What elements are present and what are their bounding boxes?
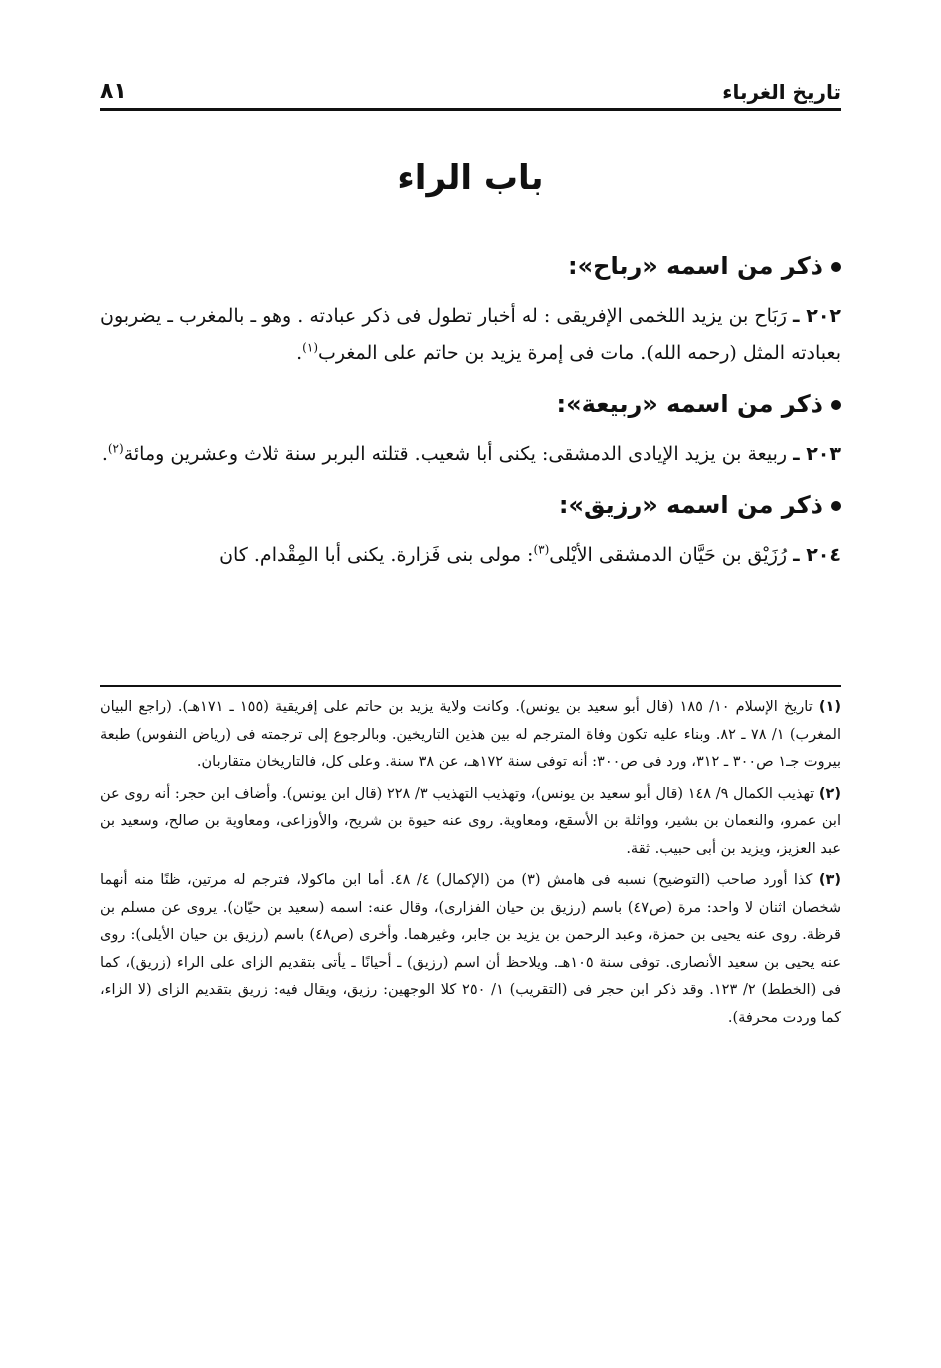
section-heading — [100, 487, 841, 523]
footnote-number: (٣) — [818, 872, 842, 888]
footnote-text: تاريخ الإسلام ١٠/ ١٨٥ (قال أبو سعيد بن يونس). وكانت ولاية يزيد بن حاتم على إفريقية (١٥٥ ـ ١٧١هـ). (راجع البيان المغرب) ١/ ٧٨ ـ ٨٢. وبناء عليه تكون وفاة المترجم له بين هذين التاريخين. وبالرجوع إلى ترجمته فى (رياض النفوس) طبعة بيروت جـ١ ص٣٠٠ ـ ٣١٢، ورد فى ص٣٠٠: أنه توفى سنة ١٧٢هـ، عن ٣٨ سنة. وعلى كل، فالتاريخان متقاربان. — [100, 699, 841, 770]
entry-number: ٢٠٣ ـ — [793, 443, 841, 465]
footnote-number: (٢) — [818, 785, 841, 802]
entry-text: رَبَاح بن يزيد اللخمى الإفريقى : له أخبار تطول فى ذكر عبادته . وهو ـ بالمغرب ـ يضربون بعبادته المثل (رحمه الله). مات فى إمرة يزيد بن حاتم على المغرب — [100, 305, 841, 364]
footnotes — [100, 694, 841, 1036]
footnote-number: (١) — [818, 699, 841, 715]
entry-text: ربيعة بن يزيد الإيادى الدمشقى: يكنى أبا شعيب. قتلته البربر سنة ثلاث وعشرين ومائة — [123, 443, 788, 465]
section-ruzayq — [100, 487, 841, 574]
section-heading — [100, 248, 841, 284]
footnote-1 — [100, 694, 841, 777]
entry-number: ٢٠٤ ـ — [793, 544, 841, 566]
book-title: تاريخ الغرباء — [722, 80, 841, 104]
entry-tail: : مولى بنى فَزارة. يكنى أبا المِقْدام. كان — [219, 544, 534, 566]
entry-204 — [100, 537, 841, 574]
main-text — [100, 248, 841, 588]
bullet-icon — [831, 501, 841, 511]
footnote-divider — [100, 685, 841, 687]
entry-number: ٢٠٢ ـ — [793, 305, 842, 327]
bullet-icon — [831, 400, 841, 410]
section-heading-label: ذكر من اسمه «رباح»: — [568, 252, 823, 280]
section-heading-label: ذكر من اسمه «رزيق»: — [558, 491, 823, 519]
running-header — [100, 64, 841, 111]
section-rabia — [100, 386, 841, 473]
chapter-title: باب الراء — [397, 158, 544, 198]
footnote-3 — [100, 867, 841, 1032]
section-rabah — [100, 248, 841, 372]
footnote-marker: (١) — [302, 340, 318, 355]
entry-text: رُزَيْق بن حَيَّان الدمشقى الأيْلى — [549, 544, 788, 566]
footnote-text: كذا أورد صاحب (التوضيح) نسبه فى هامش (٣) من (الإكمال) ٤/ ٤٨. أما ابن ماكولا، فترجم له مرتين، ظنًا منه أنهما شخصان اثنان لا واحد: مرة (ص٤٧) باسم (رزيق بن حيان الفزارى)، وقال عنه: اسمه (سعيد بن حيّان). يروى عن مسلم بن قرظة. روى عنه يحيى بن حمزة، وعبد الرحمن بن يزيد بن جابر، وغيرهما. وأخرى (ص٤٨) باسم (رزيق بن حيان الأيلى): روى عنه يحيى بن سعيد الأنصارى. توفى سنة ١٠٥هـ. ويلاحظ أن اسم (رزيق) ـ أحيانًا ـ يأتى بتقديم الزاى على الراء (زريق)، كما فى (الخطط) ٢/ ١٢٣. وقد ذكر ابن حجر فى (التقريب) ١/ ٢٥٠ كلا الوجهين: رزيق، ويقال فيه: زريق بتقديم الزاى (لا الزاء، كما وردت محرفة). — [100, 872, 842, 1026]
entry-tail: . — [296, 342, 303, 364]
section-heading — [100, 386, 841, 422]
footnote-marker: (٣) — [533, 542, 550, 557]
entry-202 — [100, 298, 841, 372]
page-number: ٨١ — [100, 79, 127, 104]
bullet-icon — [831, 262, 841, 272]
entry-203 — [100, 436, 841, 473]
entry-tail: . — [101, 443, 108, 465]
footnote-text: تهذيب الكمال ٩/ ١٤٨ (قال أبو سعيد بن يونس)، وتهذيب التهذيب ٣/ ٢٢٨ (قال ابن يونس). وأضاف ابن حجر: أنه روى عن ابن عمرو، والنعمان بن بشير، وواثلة بن الأسقع، ومعاوية. روى عنه حيوة بن شريح، والأوزاعى، ومعاوية بن صالح، وسعيد بن عبد العزيز، ويزيد بن أبى حبيب. ثقة. — [100, 785, 841, 857]
footnote-marker: (٢) — [107, 441, 124, 456]
footnote-2 — [100, 781, 841, 864]
section-heading-label: ذكر من اسمه «ربيعة»: — [556, 390, 823, 418]
